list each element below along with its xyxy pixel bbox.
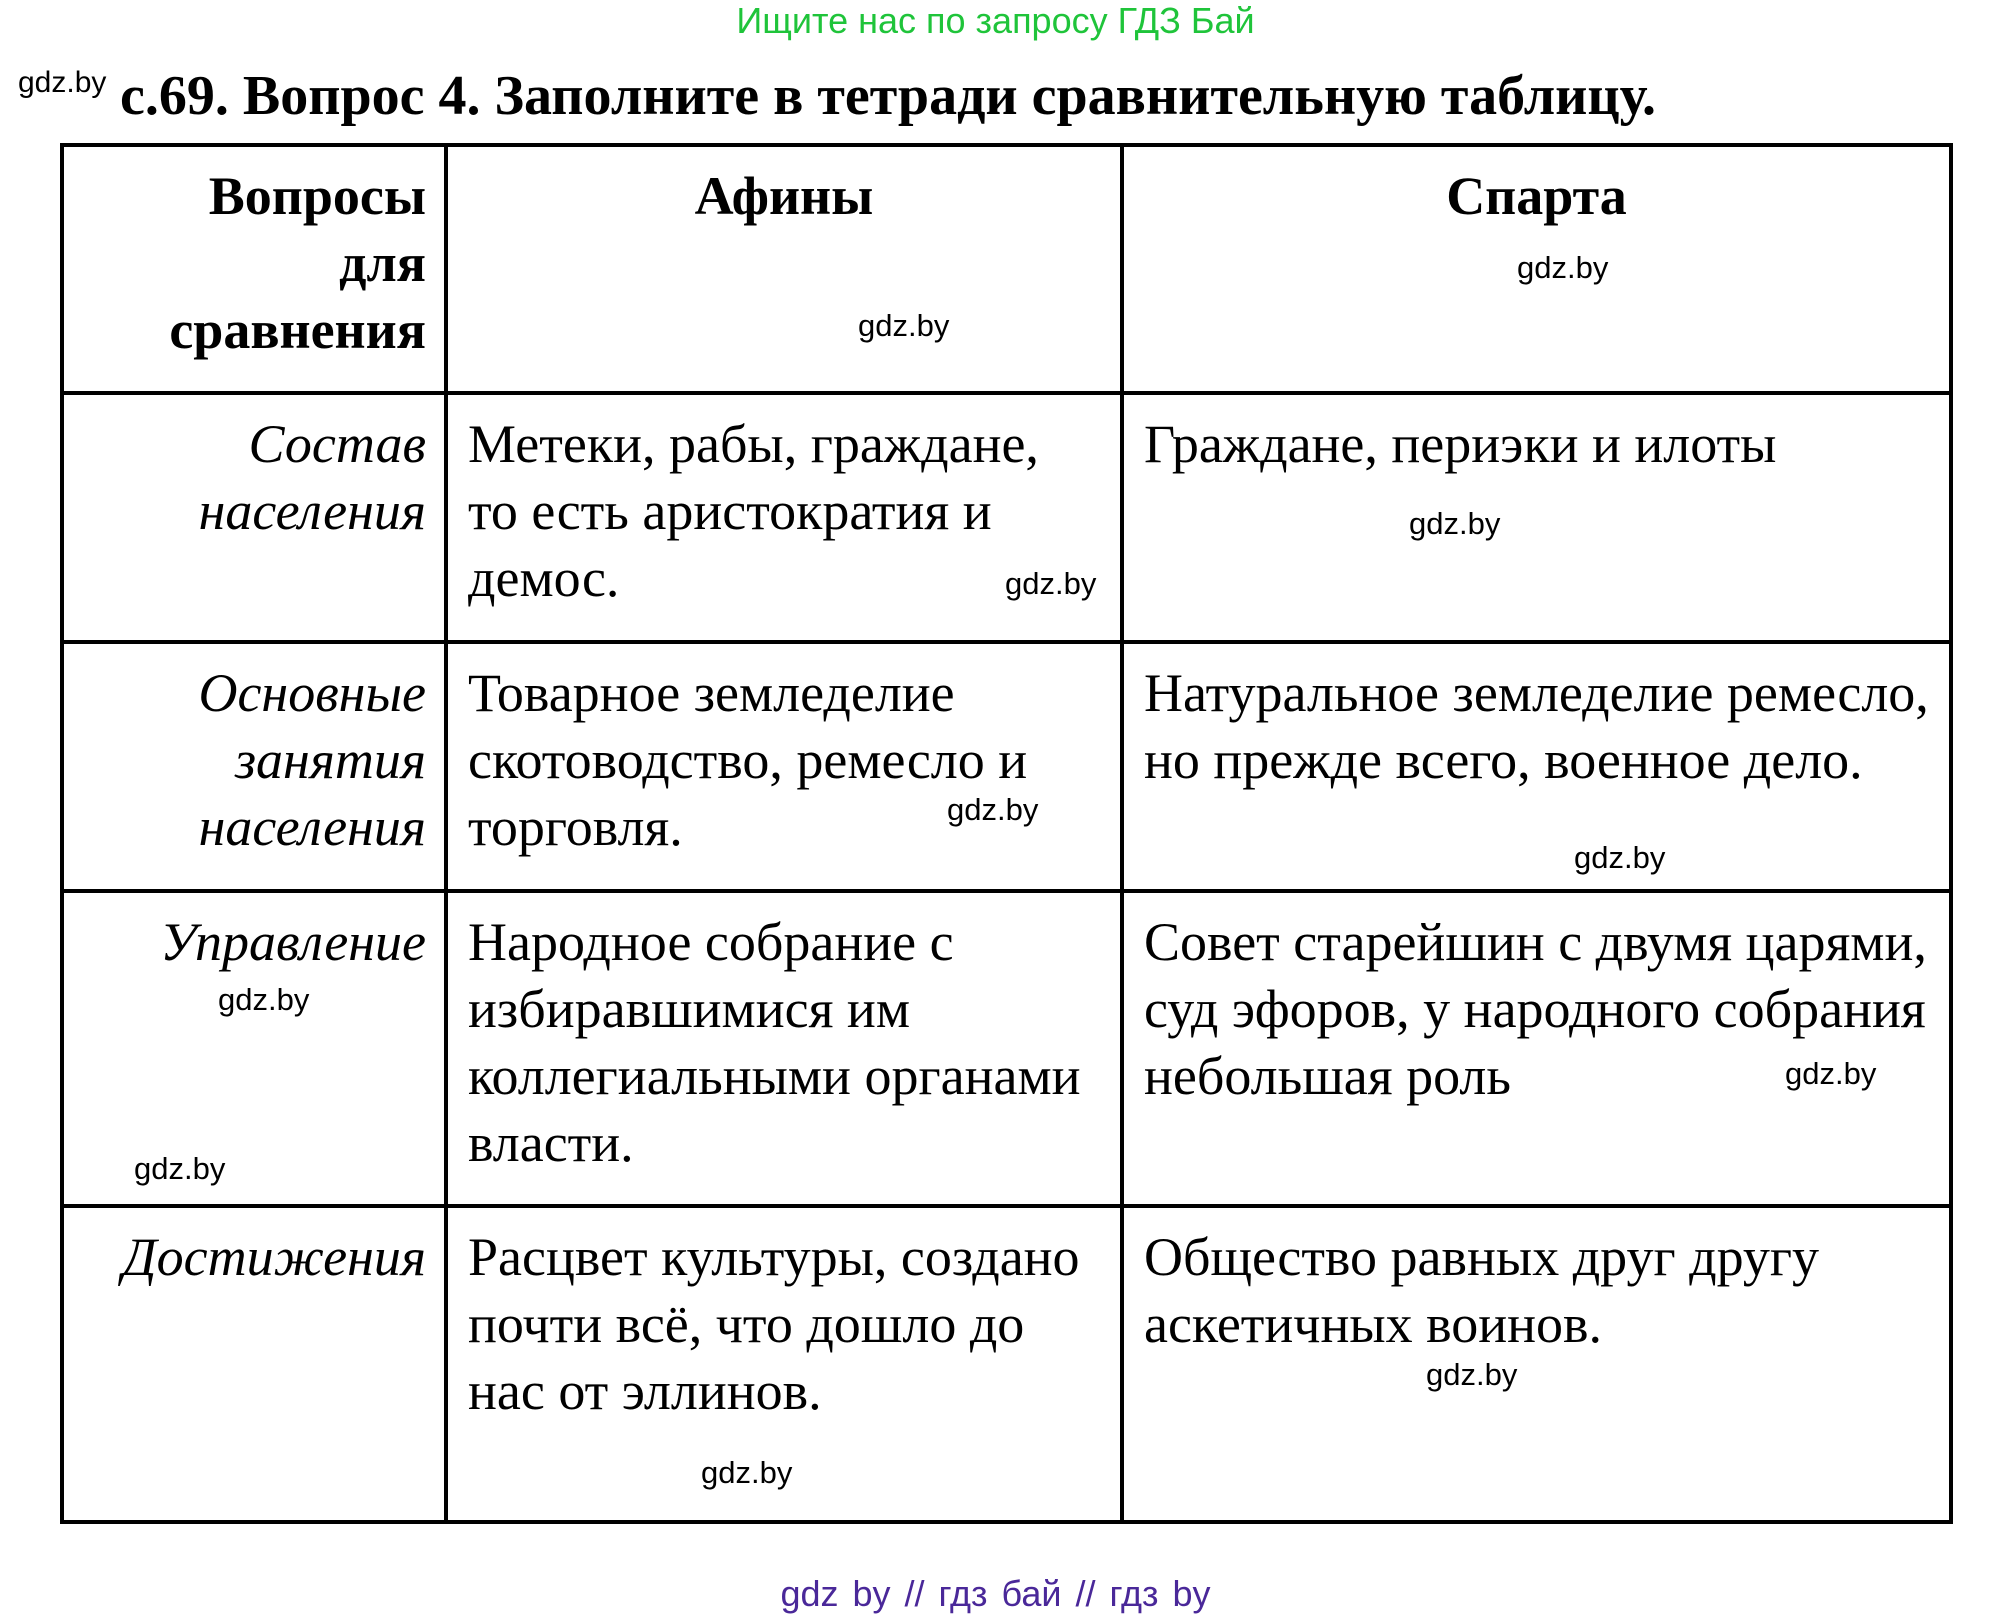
watermark: gdz.by <box>858 308 950 343</box>
row-sparta: Натуральное земледелие ремесло, но прежде всего, военное дело. <box>1122 642 1951 891</box>
header-questions: Вопросы для сравнения <box>62 145 446 393</box>
watermark: gdz.by <box>1517 250 1609 285</box>
table-header-row <box>62 145 1951 393</box>
watermark: gdz.by <box>1574 840 1666 875</box>
row-question: Достижения <box>62 1206 446 1522</box>
row-question: Состав населения <box>62 393 446 642</box>
row-sparta: Совет старейшин с двумя царями, суд эфоров, у народного собрания небольшая роль <box>1122 891 1951 1206</box>
table-row <box>62 393 1951 642</box>
row-athens: Метеки, рабы, граждане, то есть аристократия и демос. <box>446 393 1122 642</box>
watermark: gdz.by <box>1785 1056 1877 1091</box>
row-sparta: Общество равных друг другу аскетичных воинов. <box>1122 1206 1951 1522</box>
watermark: gdz.by <box>701 1455 793 1490</box>
comparison-table <box>60 143 1953 1524</box>
row-question: Управление <box>62 891 446 1206</box>
watermark: gdz.by <box>218 982 310 1017</box>
header-athens: Афины <box>446 145 1122 393</box>
row-athens: Народное собрание с избиравшимися им коллегиальными органами власти. <box>446 891 1122 1206</box>
row-sparta: Граждане, периэки и илоты <box>1122 393 1951 642</box>
page-title: с.69. Вопрос 4. Заполните в тетради сравнительную таблицу. <box>120 65 1657 127</box>
row-athens: Расцвет культуры, создано почти всё, что дошло до нас от эллинов. <box>446 1206 1122 1522</box>
watermark: gdz.by <box>1005 566 1097 601</box>
header-sparta: Спарта <box>1122 145 1951 393</box>
watermark: gdz.by <box>947 792 1039 827</box>
table-row <box>62 891 1951 1206</box>
row-question: Основные занятия населения <box>62 642 446 891</box>
footer-links: gdz by // гдз бай // гдз by <box>780 1573 1211 1614</box>
watermark: gdz.by <box>134 1151 226 1186</box>
watermark: gdz.by <box>1409 506 1501 541</box>
search-banner: Ищите нас по запросу ГДЗ Бай <box>736 0 1255 41</box>
table-row <box>62 1206 1951 1522</box>
table-row <box>62 642 1951 891</box>
row-athens: Товарное земледелие скотоводство, ремесло и торговля. <box>446 642 1122 891</box>
watermark: gdz.by <box>1426 1357 1518 1392</box>
watermark: gdz.by <box>18 66 107 99</box>
